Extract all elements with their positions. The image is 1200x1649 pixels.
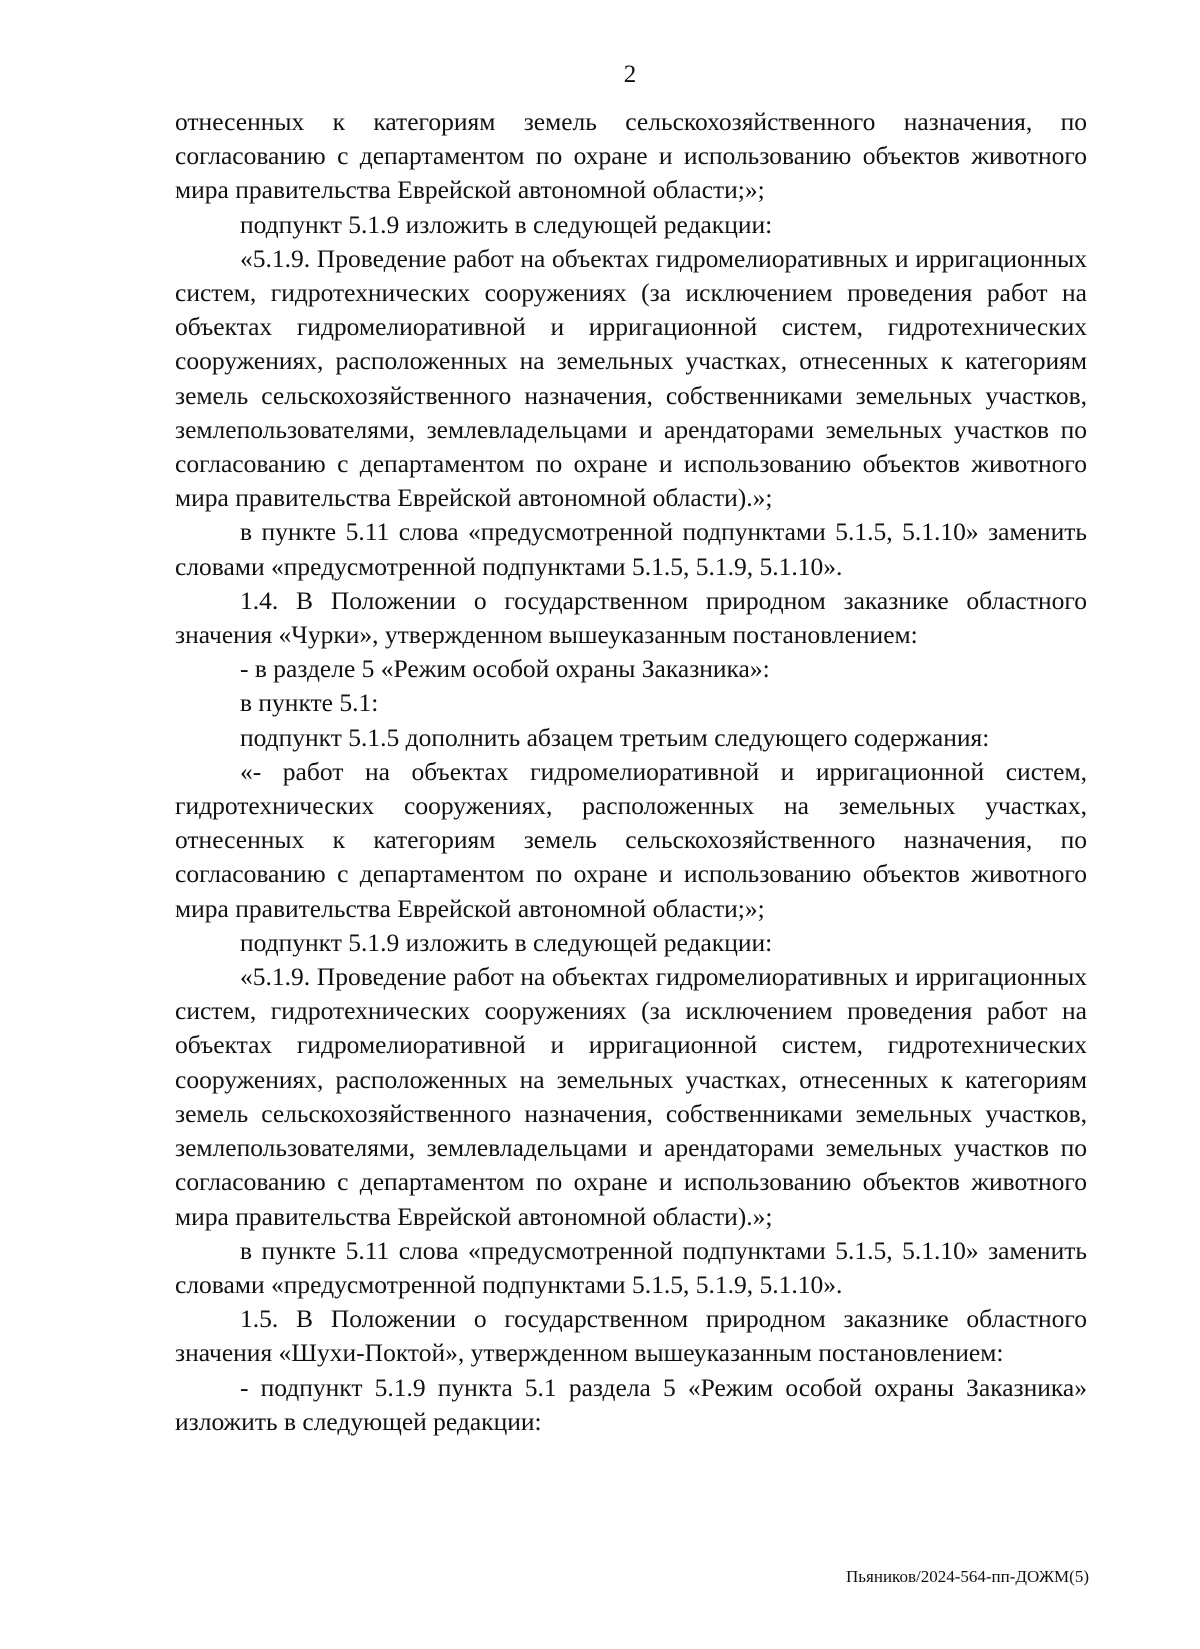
paragraph-11: «5.1.9. Проведение работ на объектах гидромелиоративных и ирригационных систем, гидротехнических сооружениях (за исключением проведения работ на объектах гидромелиоративной и ирригационной систем, гидротехнических сооружениях, расположенных на земельных участках, отнесенных к категориям земель сельскохозяйственного назначения, собственниками земельных участков, землепользователями, землевладельцами и арендаторами земельных участков по согласованию с департаментом по охране и использованию объектов животного мира правительства Еврейской автономной области).»; xyxy=(175,962,1087,1231)
paragraph-10: подпункт 5.1.9 изложить в следующей редакции: xyxy=(240,927,773,957)
paragraph-9: «- работ на объектах гидромелиоративной и ирригационной систем, гидротехнических сооружениях, расположенных на земельных участках, отнесенных к категориям земель сельскохозяйственного назначения, по согласованию с департаментом по охране и использованию объектов животного мира правительства Еврейской автономной области;»; xyxy=(175,756,1087,923)
paragraph-3: «5.1.9. Проведение работ на объектах гидромелиоративных и ирригационных систем, гидротехнических сооружениях (за исключением проведения работ на объектах гидромелиоративной и ирригационной систем, гидротехнических сооружениях, расположенных на земельных участках, отнесенных к категориям земель сельскохозяйственного назначения, собственниками земельных участков, землепользователями, землевладельцами и арендаторами земельных участков по согласованию с департаментом по охране и использованию объектов животного мира правительства Еврейской автономной области).»; xyxy=(175,243,1087,513)
paragraph-2: подпункт 5.1.9 изложить в следующей редакции: xyxy=(240,209,773,239)
paragraph-7: в пункте 5.1: xyxy=(240,688,379,718)
document-body xyxy=(175,105,1087,1439)
paragraph-6: - в разделе 5 «Режим особой охраны Заказника»: xyxy=(240,654,770,684)
paragraph-4: в пункте 5.11 слова «предусмотренной подпунктами 5.1.5, 5.1.10» заменить словами «предусмотренной подпунктами 5.1.5, 5.1.9, 5.1.10». xyxy=(175,517,1087,581)
paragraph-14: - подпункт 5.1.9 пункта 5.1 раздела 5 «Режим особой охраны Заказника» изложить в следующей редакции: xyxy=(175,1372,1087,1436)
paragraph-13: 1.5. В Положении о государственном природном заказнике областного значения «Шухи-Поктой», утвержденном вышеуказанным постановлением: xyxy=(175,1304,1087,1368)
page-number: 2 xyxy=(623,61,637,88)
paragraph-5: 1.4. В Положении о государственном природном заказнике областного значения «Чурки», утвержденном вышеуказанным постановлением: xyxy=(175,585,1087,650)
paragraph-12: в пункте 5.11 слова «предусмотренной подпунктами 5.1.5, 5.1.10» заменить словами «предусмотренной подпунктами 5.1.5, 5.1.9, 5.1.10». xyxy=(175,1235,1087,1299)
paragraph-8: подпункт 5.1.5 дополнить абзацем третьим следующего содержания: xyxy=(240,722,990,752)
paragraph-1: отнесенных к категориям земель сельскохозяйственного назначения, по согласованию с департаментом по охране и использованию объектов животного мира правительства Еврейской автономной области;»; xyxy=(175,107,1087,205)
footer-document-code: Пьяников/2024-564-пп-ДОЖМ(5) xyxy=(846,1567,1089,1586)
